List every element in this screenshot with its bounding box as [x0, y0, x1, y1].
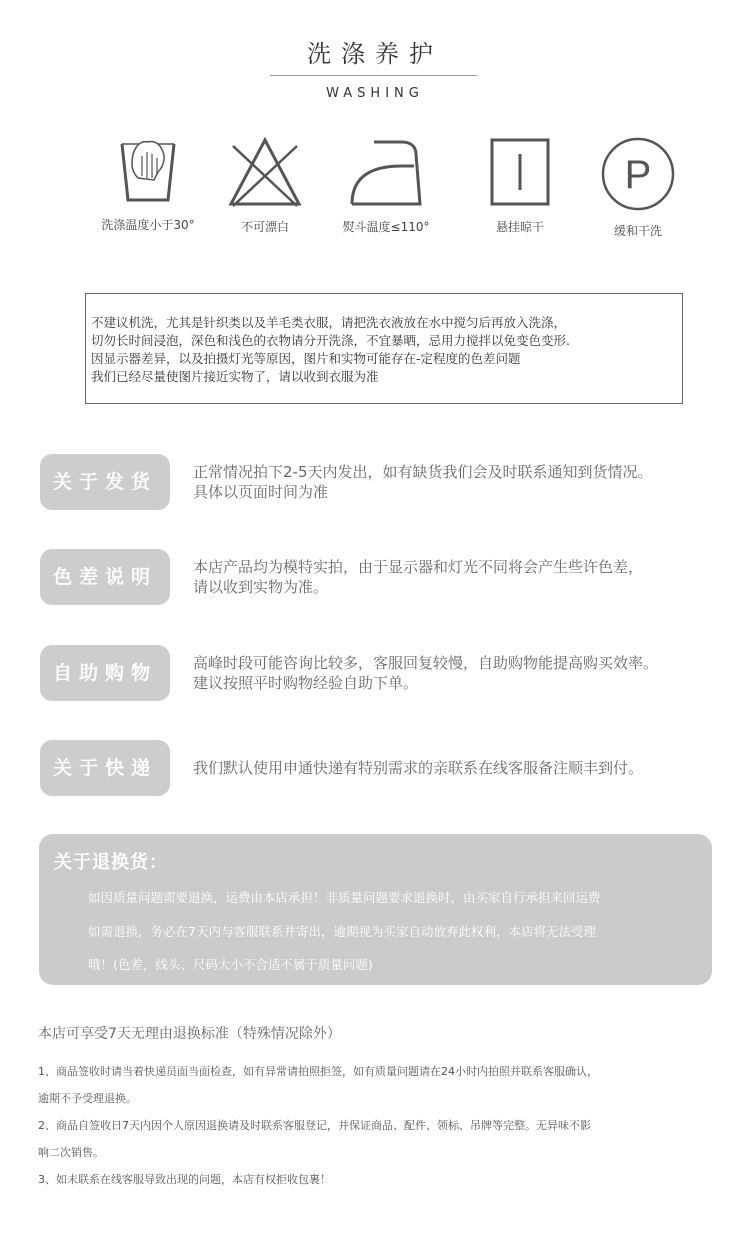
- policy-line: 逾期不予受理退换。: [38, 1092, 137, 1105]
- policy-line: 3、如未联系在线客服导致出现的问题，本店有权拒收包裹！: [38, 1173, 331, 1186]
- returns-line: 如因质量问题需要退换，运费由本店承担！非质量问题要求退换时，由买家自行承担来回运费: [88, 890, 601, 905]
- page-subtitle: WASHING: [326, 86, 424, 101]
- info-line: 高峰时段可能咨询比较多，客服回复较慢，自助购物能提高购买效率。: [193, 654, 659, 672]
- policy-line: 2、商品自签收日7天内因个人原因退换请及时联系客服登记，并保证商品、配件、领标、吊牌等完整。无异味不影: [38, 1119, 591, 1132]
- info-label-badge: 关于快递: [40, 740, 170, 796]
- info-line: 我们默认使用申通快递有特别需求的亲联系在线客服备注顺丰到付。: [193, 759, 644, 777]
- info-color-difference: [40, 549, 720, 605]
- returns-panel: [39, 834, 712, 985]
- info-line: 本店产品均为模特实拍，由于显示器和灯光不同将会产生些许色差，: [193, 558, 644, 576]
- notice-line: 不建议机洗，尤其是针织类以及羊毛类衣服，请把洗衣液放在水中搅匀后再放入洗涤，: [91, 315, 567, 330]
- info-text: [193, 758, 723, 778]
- info-shipping: [40, 454, 720, 510]
- care-item-hand-wash: [88, 136, 208, 233]
- care-label: 悬挂晾干: [495, 220, 544, 234]
- iron-icon: [346, 136, 426, 208]
- info-self-service: [40, 645, 720, 701]
- care-item-no-bleach: [205, 136, 325, 235]
- care-item-dry-clean: [578, 136, 698, 239]
- notice-line: 切勿长时间浸泡，深色和浅色的衣物请分开洗涤，不宜暴晒，忌用力搅拌以免变色变形.: [91, 333, 570, 348]
- returns-line: 如需退换，务必在7天内与客服联系并寄出，逾期视为买家自动放弃此权利，本店将无法受理: [88, 924, 596, 939]
- info-label-badge: 自助购物: [40, 645, 170, 701]
- info-text: [193, 653, 723, 693]
- hang-dry-icon: [488, 136, 552, 208]
- policy-line: 1、商品签收时请当着快递员面当面检查，如有异常请拍照拒签，如有质量问题请在24小时内拍照并联系客服确认，: [38, 1065, 598, 1078]
- returns-title: 关于退换货：: [54, 852, 168, 873]
- info-text: [193, 557, 723, 597]
- title-divider: [270, 75, 477, 76]
- info-line: 具体以页面时间为准: [193, 483, 329, 501]
- returns-line: 哦！(色差，线头、尺码大小不合适不属于质量问题): [88, 957, 373, 972]
- care-label: 洗涤温度小于30°: [101, 218, 195, 232]
- no-bleach-icon: [227, 136, 303, 208]
- notice-line: 我们已经尽量使图片接近实物了，请以收到衣服为准: [91, 369, 379, 384]
- info-line: 建议按照平时购物经验自助下单。: [193, 674, 419, 692]
- dry-clean-letter: P: [624, 153, 652, 197]
- info-label-badge: 色差说明: [40, 549, 170, 605]
- care-item-hang-dry: [460, 136, 580, 235]
- policy-line: 响二次销售。: [38, 1146, 104, 1159]
- care-label: 熨斗温度≤110°: [342, 220, 430, 234]
- info-line: 正常情况拍下2-5天内发出，如有缺货我们会及时联系通知到货情况。: [193, 463, 653, 481]
- info-line: 请以收到实物为准。: [193, 578, 329, 596]
- info-label-badge: 关于发货: [40, 454, 170, 510]
- care-label: 不可漂白: [240, 220, 289, 234]
- notice-line: 因显示器差异，以及拍摄灯光等原因，图片和实物可能存在-定程度的色差问题: [91, 351, 521, 366]
- info-text: [193, 462, 723, 502]
- dry-clean-p-icon: [600, 136, 676, 212]
- page-title: 洗涤养护: [307, 40, 443, 68]
- care-item-iron: [326, 136, 446, 235]
- info-express: [40, 740, 720, 796]
- washing-notice-box: [85, 293, 683, 404]
- care-label: 缓和干洗: [613, 224, 662, 238]
- policy-title: 本店可享受7天无理由退换标准（特殊情况除外）: [38, 1026, 341, 1042]
- hand-wash-icon: [118, 136, 178, 206]
